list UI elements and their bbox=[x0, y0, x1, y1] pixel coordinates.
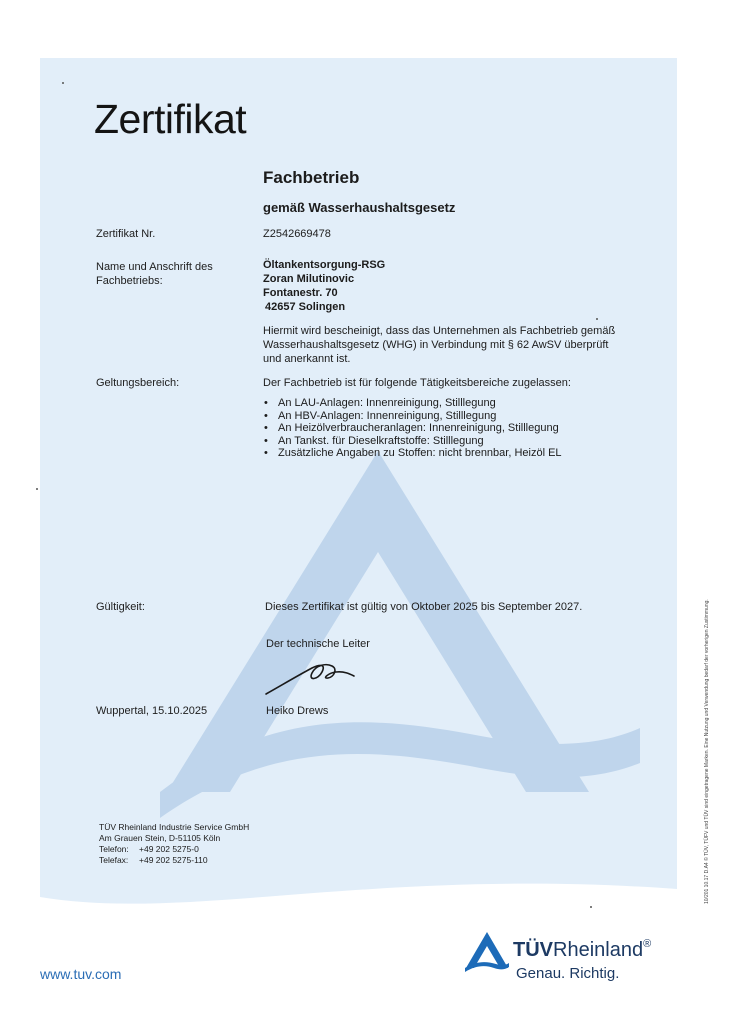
footer-company: TÜV Rheinland Industrie Service GmbH bbox=[99, 822, 250, 832]
scope-item: • An LAU-Anlagen: Innenreinigung, Stilllegung bbox=[262, 397, 562, 410]
address-label-line-2: Fachbetriebs: bbox=[96, 275, 163, 287]
address-label bbox=[96, 260, 213, 288]
scope-item: • An Tankst. für Dieselkraftstoffe: Stilllegung bbox=[262, 435, 562, 448]
side-note: 10/201 10.17 D.A4 © TÜV, TÜFV und TÜV sind eingetragene Marken. Eine Nutzung und Verwendung bedarf der vorherigen Zustimmung. bbox=[704, 599, 710, 904]
scan-speck bbox=[36, 488, 38, 490]
brand-slogan: Genau. Richtig. bbox=[516, 965, 620, 982]
scan-speck bbox=[62, 82, 64, 84]
brand-name: TÜVRheinland® bbox=[513, 938, 652, 961]
owner-name: Zoran Milutinovic bbox=[263, 273, 355, 285]
validity-label: Gültigkeit: bbox=[96, 601, 145, 613]
company-address bbox=[263, 258, 385, 314]
company-name: Öltankentsorgung-RSG bbox=[263, 259, 386, 271]
footer-address bbox=[99, 822, 249, 866]
signer-name: Heiko Drews bbox=[266, 705, 329, 717]
panel-wave bbox=[40, 867, 677, 927]
scope-intro: Der Fachbetrieb ist für folgende Tätigkeitsbereiche zugelassen: bbox=[263, 377, 571, 389]
signature-icon bbox=[262, 652, 372, 698]
tuv-watermark-icon bbox=[40, 58, 677, 926]
scope-label: Geltungsbereich: bbox=[96, 377, 180, 389]
certificate-heading: Fachbetrieb bbox=[263, 168, 360, 187]
scan-speck bbox=[590, 906, 592, 908]
validity-text: Dieses Zertifikat ist gültig von Oktober 2025 bis September 2027. bbox=[265, 601, 583, 613]
address-label-line-1: Name und Anschrift des bbox=[96, 261, 213, 273]
street: Fontanestr. 70 bbox=[263, 287, 338, 299]
certificate-subheading: gemäß Wasserhaushaltsgesetz bbox=[263, 200, 456, 215]
website-link[interactable]: www.tuv.com bbox=[40, 966, 122, 982]
footer-phone: Telefon: +49 202 5275-0 bbox=[99, 844, 199, 854]
scope-item: • An HBV-Anlagen: Innenreinigung, Stilllegung bbox=[262, 410, 562, 423]
footer-street: Am Grauen Stein, D-51105 Köln bbox=[99, 833, 221, 843]
scope-list bbox=[262, 397, 562, 460]
tuv-triangle-logo-icon bbox=[464, 930, 510, 972]
city: 42657 Solingen bbox=[265, 301, 346, 313]
place-date: Wuppertal, 15.10.2025 bbox=[96, 705, 208, 717]
statement-text: Hiermit wird bescheinigt, dass das Unternehmen als Fachbetrieb gemäß Wasserhaushaltsgesetz (WHG) in Verbindung mit § 62 AwSV überprüft und anerkannt ist. bbox=[263, 325, 616, 365]
scan-speck bbox=[596, 318, 598, 320]
footer-fax: Telefax: +49 202 5275-110 bbox=[99, 855, 208, 865]
certificate-number: Z2542669478 bbox=[263, 228, 331, 240]
signer-role: Der technische Leiter bbox=[266, 638, 370, 650]
scope-item: • An Heizölverbraucheranlagen: Innenreinigung, Stilllegung bbox=[262, 422, 562, 435]
certificate-panel bbox=[40, 58, 677, 926]
scope-item: • Zusätzliche Angaben zu Stoffen: nicht brennbar, Heizöl EL bbox=[262, 447, 562, 460]
certificate-title: Zertifikat bbox=[94, 96, 247, 142]
number-label: Zertifikat Nr. bbox=[96, 228, 156, 240]
